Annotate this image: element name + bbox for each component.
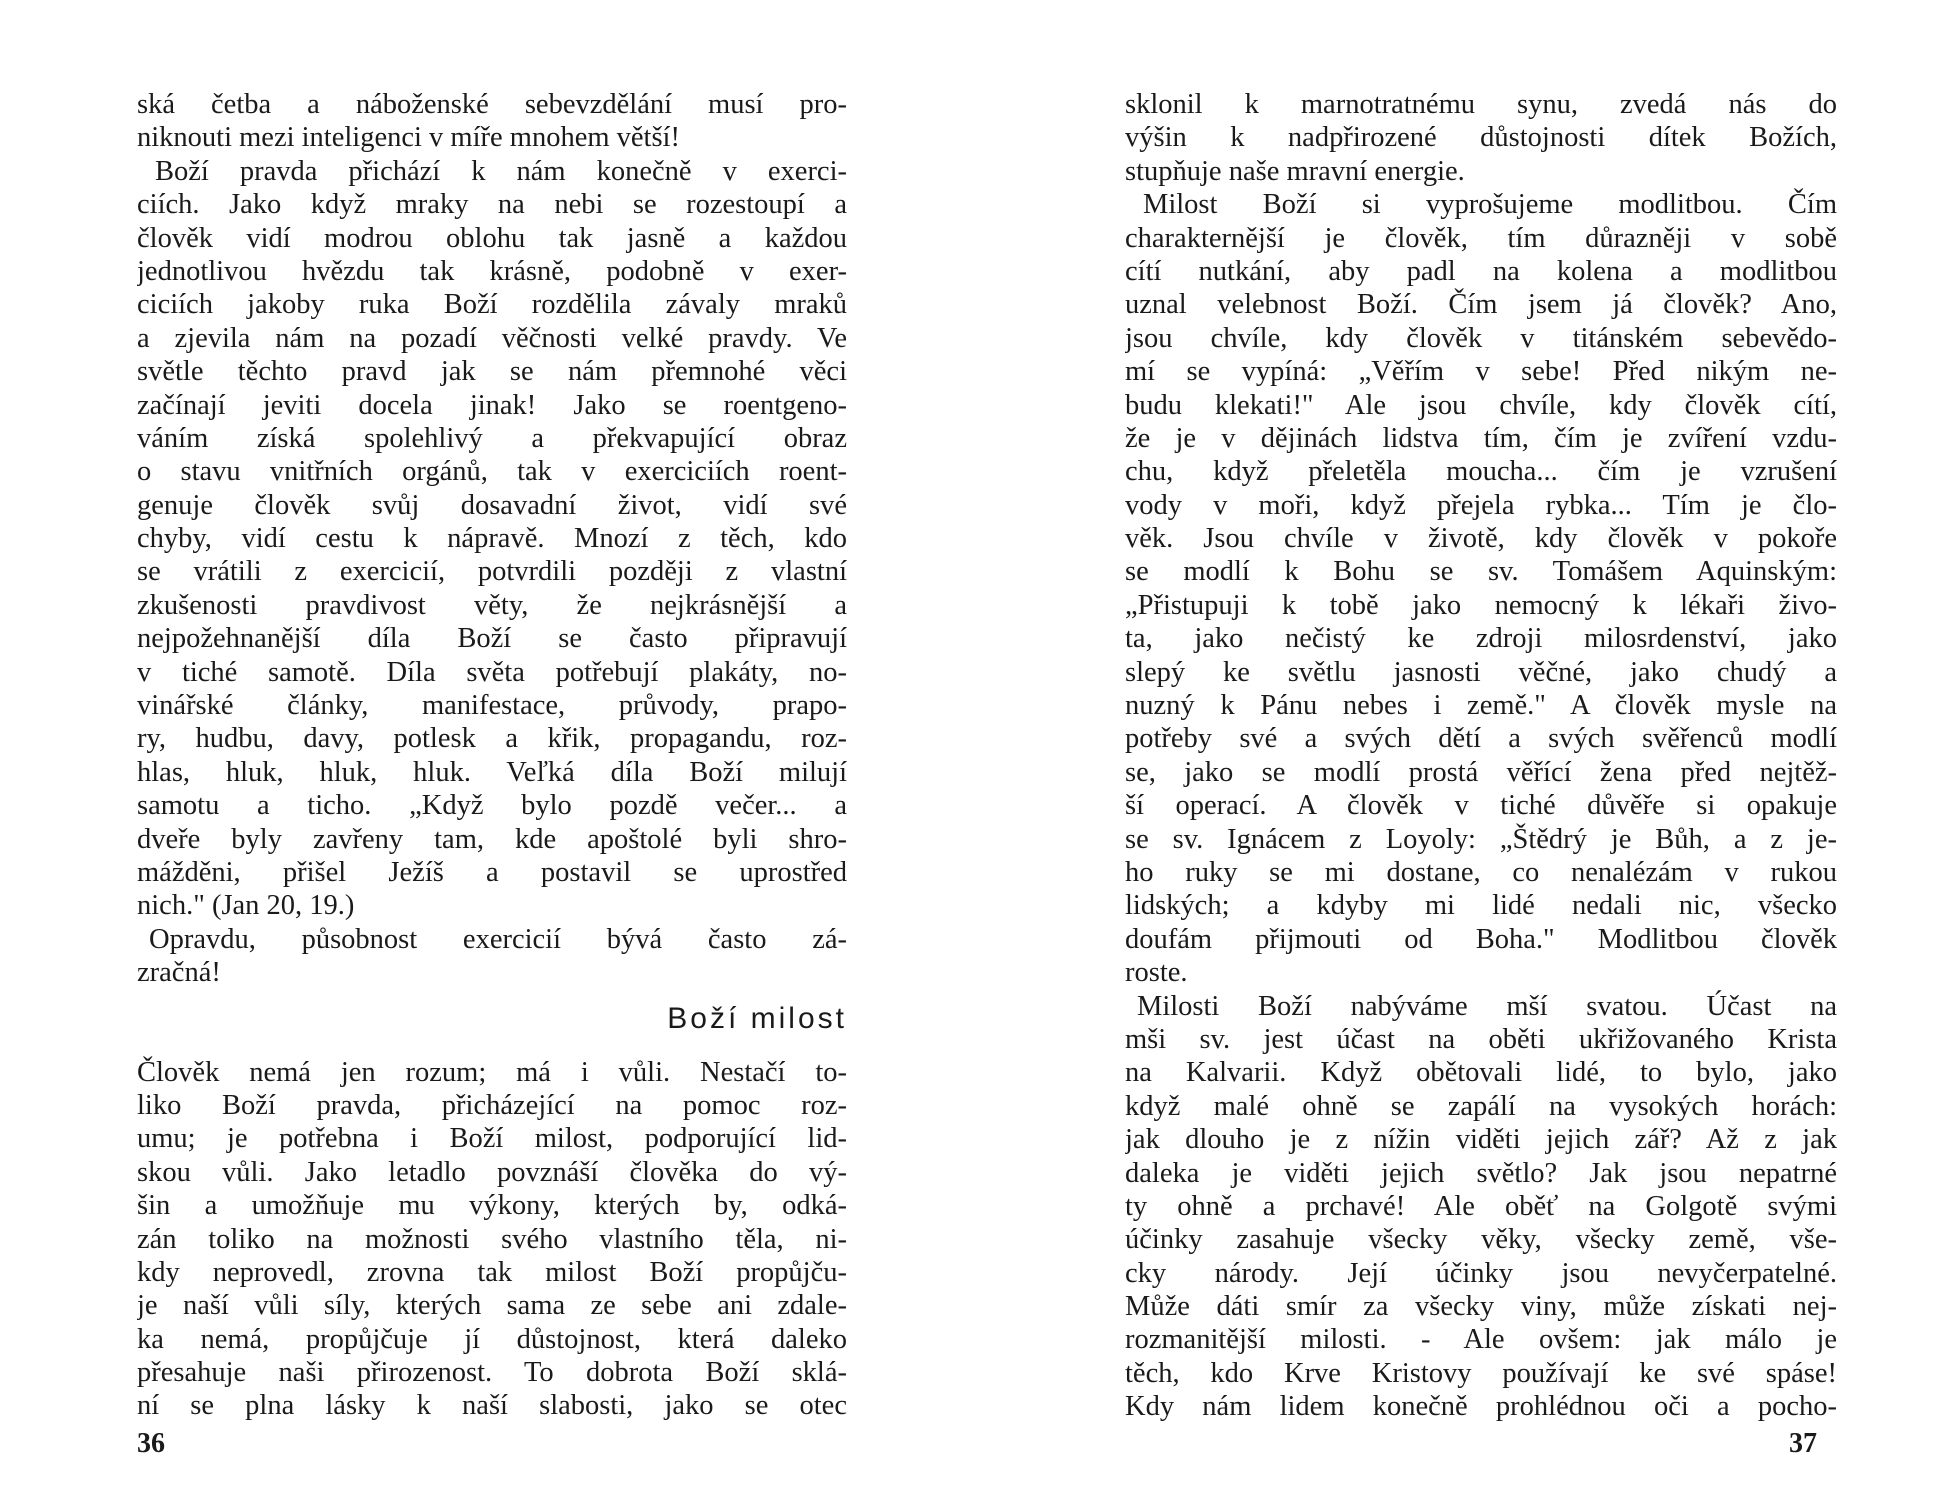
text-line: ciciích jakoby ruka Boží rozdělila závaly mraků [137,289,847,321]
text-line: uznal velebnost Boží. Čím jsem já člověk? Ano, [1125,289,1837,321]
text-line: slepý ke světlu jasnosti věčné, jako chudý a [1125,656,1837,688]
text-line: ta, jako nečistý ke zdroji milosrdenství, jako [1125,623,1837,655]
text-line: sklonil k marnotratnému synu, zvedá nás do [1125,89,1837,120]
text-line: váním získá spolehlivý a překvapující obraz [137,422,847,454]
text-line: ská četba a náboženské sebevzdělání musí pro- [137,89,847,120]
text-line: šin a umožňuje mu výkony, kterých by, odká- [137,1190,847,1222]
text-line: doufám přijmouti od Boha." Modlitbou člověk [1125,923,1837,955]
text-line: a zjevila nám na pozadí věčnosti velké pravdy. Ve [137,322,847,354]
text-line: stupňuje naše mravní energie. [1125,155,1465,187]
text-line: jednotlivou hvězdu tak krásně, podobně v exer- [137,255,847,287]
text-line: vody v moři, když přejela rybka... Tím je člo- [1125,489,1837,521]
text-line: samotu a ticho. „Když bylo pozdě večer... a [137,790,847,822]
text-line: Člověk nemá jen rozum; má i vůli. Nestačí to- [137,1056,847,1088]
text-line: se vrátili z exercicií, potvrdili později z vlastní [137,556,847,588]
text-line: cítí nutkání, aby padl na kolena a modlitbou [1125,255,1837,287]
left-page-text [137,88,847,1423]
text-line: začínají jeviti docela jinak! Jako se roentgeno- [137,389,847,421]
text-line: niknouti mezi inteligenci v míře mnohem větší! [137,122,680,154]
text-line: jsou chvíle, kdy člověk v titánském sebevědo- [1125,322,1837,354]
text-line: zkušenosti pravdivost věty, že nejkrásnější a [137,589,847,621]
text-line: Opravdu, působnost exercicií bývá často zá- [149,923,847,955]
text-line: že je v dějinách lidstva tím, čím je zvíření vzdu- [1125,422,1837,454]
text-line: skou vůli. Jako letadlo povznáší člověka do vý- [137,1156,847,1188]
text-line: Kdy nám lidem konečně prohlédnou oči a pocho- [1125,1391,1837,1423]
text-line: kdy neprovedl, zrovna tak milost Boží propůjču- [137,1256,847,1288]
text-line: roste. [1125,957,1188,989]
text-line: mši sv. jest účast na oběti ukřižovaného Krista [1125,1023,1837,1055]
right-page [977,0,1954,1500]
text-line: lidských; a kdyby mi lidé nedali nic, všecko [1125,890,1837,922]
text-line: mážděni, přišel Ježíš a postavil se uprostřed [137,856,847,888]
text-line: o stavu vnitřních orgánů, tak v exerciciích roent- [137,456,847,488]
text-line: světle těchto pravd jak se nám přemnohé věci [137,356,847,388]
text-line: cky národy. Její účinky jsou nevyčerpatelné. [1125,1257,1837,1289]
text-line: chyby, vidí cestu k nápravě. Mnozí z těch, kdo [137,523,847,555]
text-line: je naší vůli síly, kterých sama ze sebe ani zdale- [137,1290,847,1322]
text-line: nuzný k Pánu nebes i země." A člověk mysle na [1125,690,1837,722]
text-line: nich." (Jan 20, 19.) [137,890,355,922]
text-line: věk. Jsou chvíle v životě, kdy člověk v pokoře [1125,523,1837,555]
text-line: Boží pravda přichází k nám konečně v exerci- [155,155,847,187]
text-line: se, jako se modlí prostá věřící žena před nejtěž- [1125,756,1837,788]
text-line: liko Boží pravda, přicházející na pomoc roz- [137,1089,847,1121]
page-number: 36 [137,1428,165,1459]
text-line: ty ohně a prchavé! Ale oběť na Golgotě svými [1125,1190,1837,1222]
text-line: charakternější je člověk, tím důrazněji v sobě [1125,222,1837,254]
text-line: daleka je viděti jejich světlo? Jak jsou nepatrné [1125,1157,1837,1189]
text-line: Milost Boží si vyprošujeme modlitbou. Čím [1143,189,1837,221]
text-line: těch, kdo Krve Kristovy používají ke své spáse! [1125,1357,1837,1389]
text-line: Může dáti smír za všecky viny, může získati nej- [1125,1291,1837,1323]
text-line: jak dlouho je z nížin viděti jejich zář? Až z jak [1125,1124,1837,1156]
text-line: výšin k nadpřirozené důstojnosti dítek Božích, [1125,122,1837,154]
text-line: potřeby své a svých dětí a svých svěřenců modlí [1125,723,1837,755]
page-number: 37 [1789,1428,1817,1459]
text-line: dveře byly zavřeny tam, kde apoštolé byli shro- [137,823,847,855]
text-line: genuje člověk svůj dosavadní život, vidí své [137,489,847,521]
right-page-text [1125,88,1837,1424]
text-line: ciích. Jako když mraky na nebi se rozestoupí a [137,189,847,221]
text-line: Milosti Boží nabýváme mší svatou. Účast na [1137,990,1837,1022]
text-line: nejpožehnanější díla Boží se často připravují [137,623,847,655]
text-line: v tiché samotě. Díla světa potřebují plakáty, no- [137,656,847,688]
text-line: ší operací. A člověk v tiché důvěře si opakuje [1125,790,1837,822]
section-heading: Boží milost [667,1001,847,1035]
text-line: se sv. Ignácem z Loyoly: „Štědrý je Bůh, a z je- [1125,823,1837,855]
text-line: ka nemá, propůjčuje jí důstojnost, která daleko [137,1323,847,1355]
text-line: zračná! [137,957,221,989]
text-line: se modlí k Bohu se sv. Tomášem Aquinským: [1125,556,1837,588]
text-line: ry, hudbu, davy, potlesk a křik, propagandu, roz- [137,723,847,755]
text-line: ní se plna lásky k naší slabosti, jako se otec [137,1390,847,1422]
text-line: přesahuje naši přirozenost. To dobrota Boží sklá- [137,1357,847,1389]
text-line: člověk vidí modrou oblohu tak jasně a každou [137,222,847,254]
text-line: mí se vypíná: „Věřím v sebe! Před nikým ne- [1125,356,1837,388]
text-line: chu, když přeletěla moucha... čím je vzrušení [1125,456,1837,488]
text-line: budu klekati!" Ale jsou chvíle, kdy člověk cítí, [1125,389,1837,421]
text-line: umu; je potřebna i Boží milost, podporující lid- [137,1123,847,1155]
text-line: zán toliko na možnosti svého vlastního těla, ni- [137,1223,847,1255]
text-line: když malé ohně se zapálí na vysokých horách: [1125,1090,1837,1122]
text-line: ho ruky se mi dostane, co nenalézám v rukou [1125,856,1837,888]
text-line: „Přistupuji k tobě jako nemocný k lékaři živo- [1125,589,1837,621]
text-line: hlas, hluk, hluk, hluk. Veľká díla Boží milují [137,756,847,788]
text-line: vinářské články, manifestace, průvody, prapo- [137,690,847,722]
text-line: na Kalvarii. Když obětovali lidé, to bylo, jako [1125,1057,1837,1089]
text-line: rozmanitější milosti. - Ale ovšem: jak málo je [1125,1324,1837,1356]
text-line: účinky zasahuje všecky věky, všecky země, vše- [1125,1224,1837,1256]
